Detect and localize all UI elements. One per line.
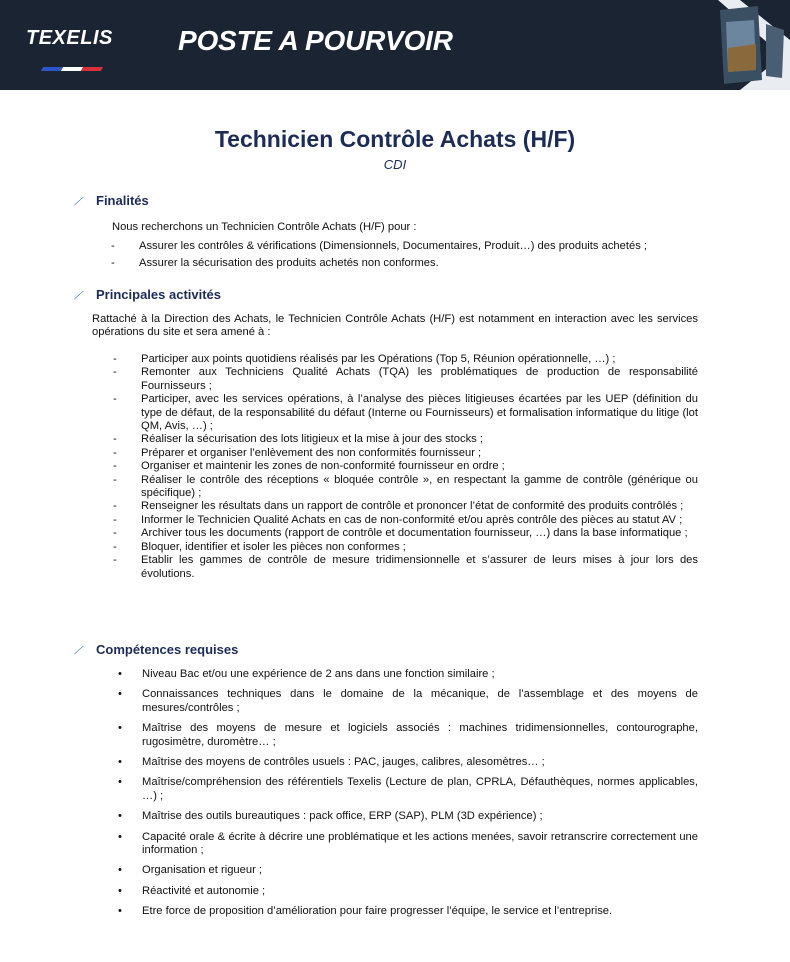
activites-list [113,353,698,581]
list-item: • Etre force de proposition d’amélioration pour faire progresser l’équipe, le service et l’entreprise. [118,905,613,918]
list-item: • Maîtrise/compréhension des référentiels Texelis (Lecture de plan, CPRLA, Défauthèques, normes applicables, …) ; [118,776,698,802]
list-item: • Maîtrise des moyens de contrôles usuels : PAC, jauges, calibres, alesomètres… ; [118,756,545,769]
list-item: • Réactivité et autonomie ; [118,884,266,897]
list-item: - Préparer et organiser l’enlèvement des non conformités fournisseur ; [113,446,482,459]
section-heading-label: Compétences requises [96,642,239,657]
list-item: • Capacité orale & écrite à décrire une problématique et les actions menées, savoir retranscrire correctement une information ; [118,830,698,857]
list-item: • Maîtrise des moyens de mesure et logiciels associés : machines tridimensionnelles, contourographe, rugosimètre, duromètre… ; [118,722,698,748]
list-item: - Réaliser le contrôle des réceptions « bloquée contrôle », en respectant la gamme de contrôle (générique ou spécifique) ; [113,473,698,500]
list-item: • Maîtrise des outils bureautiques : pack office, ERP (SAP), PLM (3D expérience) ; [118,810,543,823]
flag-stripe-icon [42,58,104,62]
list-item: - Remonter aux Techniciens Qualité Achats (TQA) les problématiques de production de responsabilité Fournisseurs ; [113,366,698,392]
job-title: Technicien Contrôle Achats (H/F) [214,126,576,152]
list-item: - Informer le Technicien Qualité Achats en cas de non-conformité et/ou après contrôle des pièces au statut AV ; [113,513,683,526]
check-arrow-icon: ⟋ [74,290,82,302]
list-item: • Organisation et rigueur ; [118,864,263,877]
finalites-intro: Nous recherchons un Technicien Contrôle Achats (H/F) pour : [112,221,417,233]
section-heading-competences [74,642,238,658]
list-item: - Participer, avec les services opérations, à l’analyse des pièces litigieuses écartées par les UEP (définition du type de défaut, de la responsabilité du défaut (Interne ou Fournisseurs) et formalisation informatique du litige (lot QM, Avis, …) ; [113,393,698,433]
finalites-list [111,240,701,271]
list-item: - Renseigner les résultats dans un rapport de contrôle et prononcer l’état de conformité des produits contrôlés ; [113,500,684,513]
company-logo: TEXELIS [26,27,113,49]
section-heading-label: Principales activités [96,287,222,302]
section-heading-activites [74,287,221,303]
check-arrow-icon: ⟋ [74,196,82,208]
section-heading-label: Finalités [96,193,149,208]
section-heading-finalites [74,193,149,209]
header-title: POSTE A POURVOIR [178,25,453,56]
activites-intro: Rattaché à la Direction des Achats, le Technicien Contrôle Achats (H/F) est notamment en interaction avec les services opérations du site et sera amené à : [92,313,698,339]
check-arrow-icon: ⟋ [74,645,82,657]
list-item: • Connaissances techniques dans le domaine de la mécanique, de l’assemblage et des moyens de mesures/contrôles ; [118,688,698,714]
corner-photo-decoration [710,0,790,90]
contract-type: CDI [383,157,407,172]
list-item: - Organiser et maintenir les zones de non-conformité fournisseur en ordre ; [113,460,505,473]
header-banner [0,0,790,90]
list-item: - Réaliser la sécurisation des lots litigieux et la mise à jour des stocks ; [113,433,483,446]
list-item: - Assurer la sécurisation des produits achetés non conformes. [111,257,439,270]
list-item: - Etablir les gammes de contrôle de mesure tridimensionnelle et s’assurer de leurs mises à jour lors des évolutions. [113,554,698,580]
list-item: - Participer aux points quotidiens réalisés par les Opérations (Top 5, Réunion opérationnelle, …) ; [113,353,616,365]
list-item: - Bloquer, identifier et isoler les pièces non conformes ; [113,540,406,553]
list-item: • Niveau Bac et/ou une expérience de 2 ans dans une fonction similaire ; [118,668,495,680]
competences-list [116,668,698,919]
list-item: - Archiver tous les documents (rapport de contrôle et documentation fournisseur, …) dans la base informatique ; [113,527,688,540]
list-item: - Assurer les contrôles & vérifications (Dimensionnels, Documentaires, Produit…) des produits achetés ; [111,240,648,252]
